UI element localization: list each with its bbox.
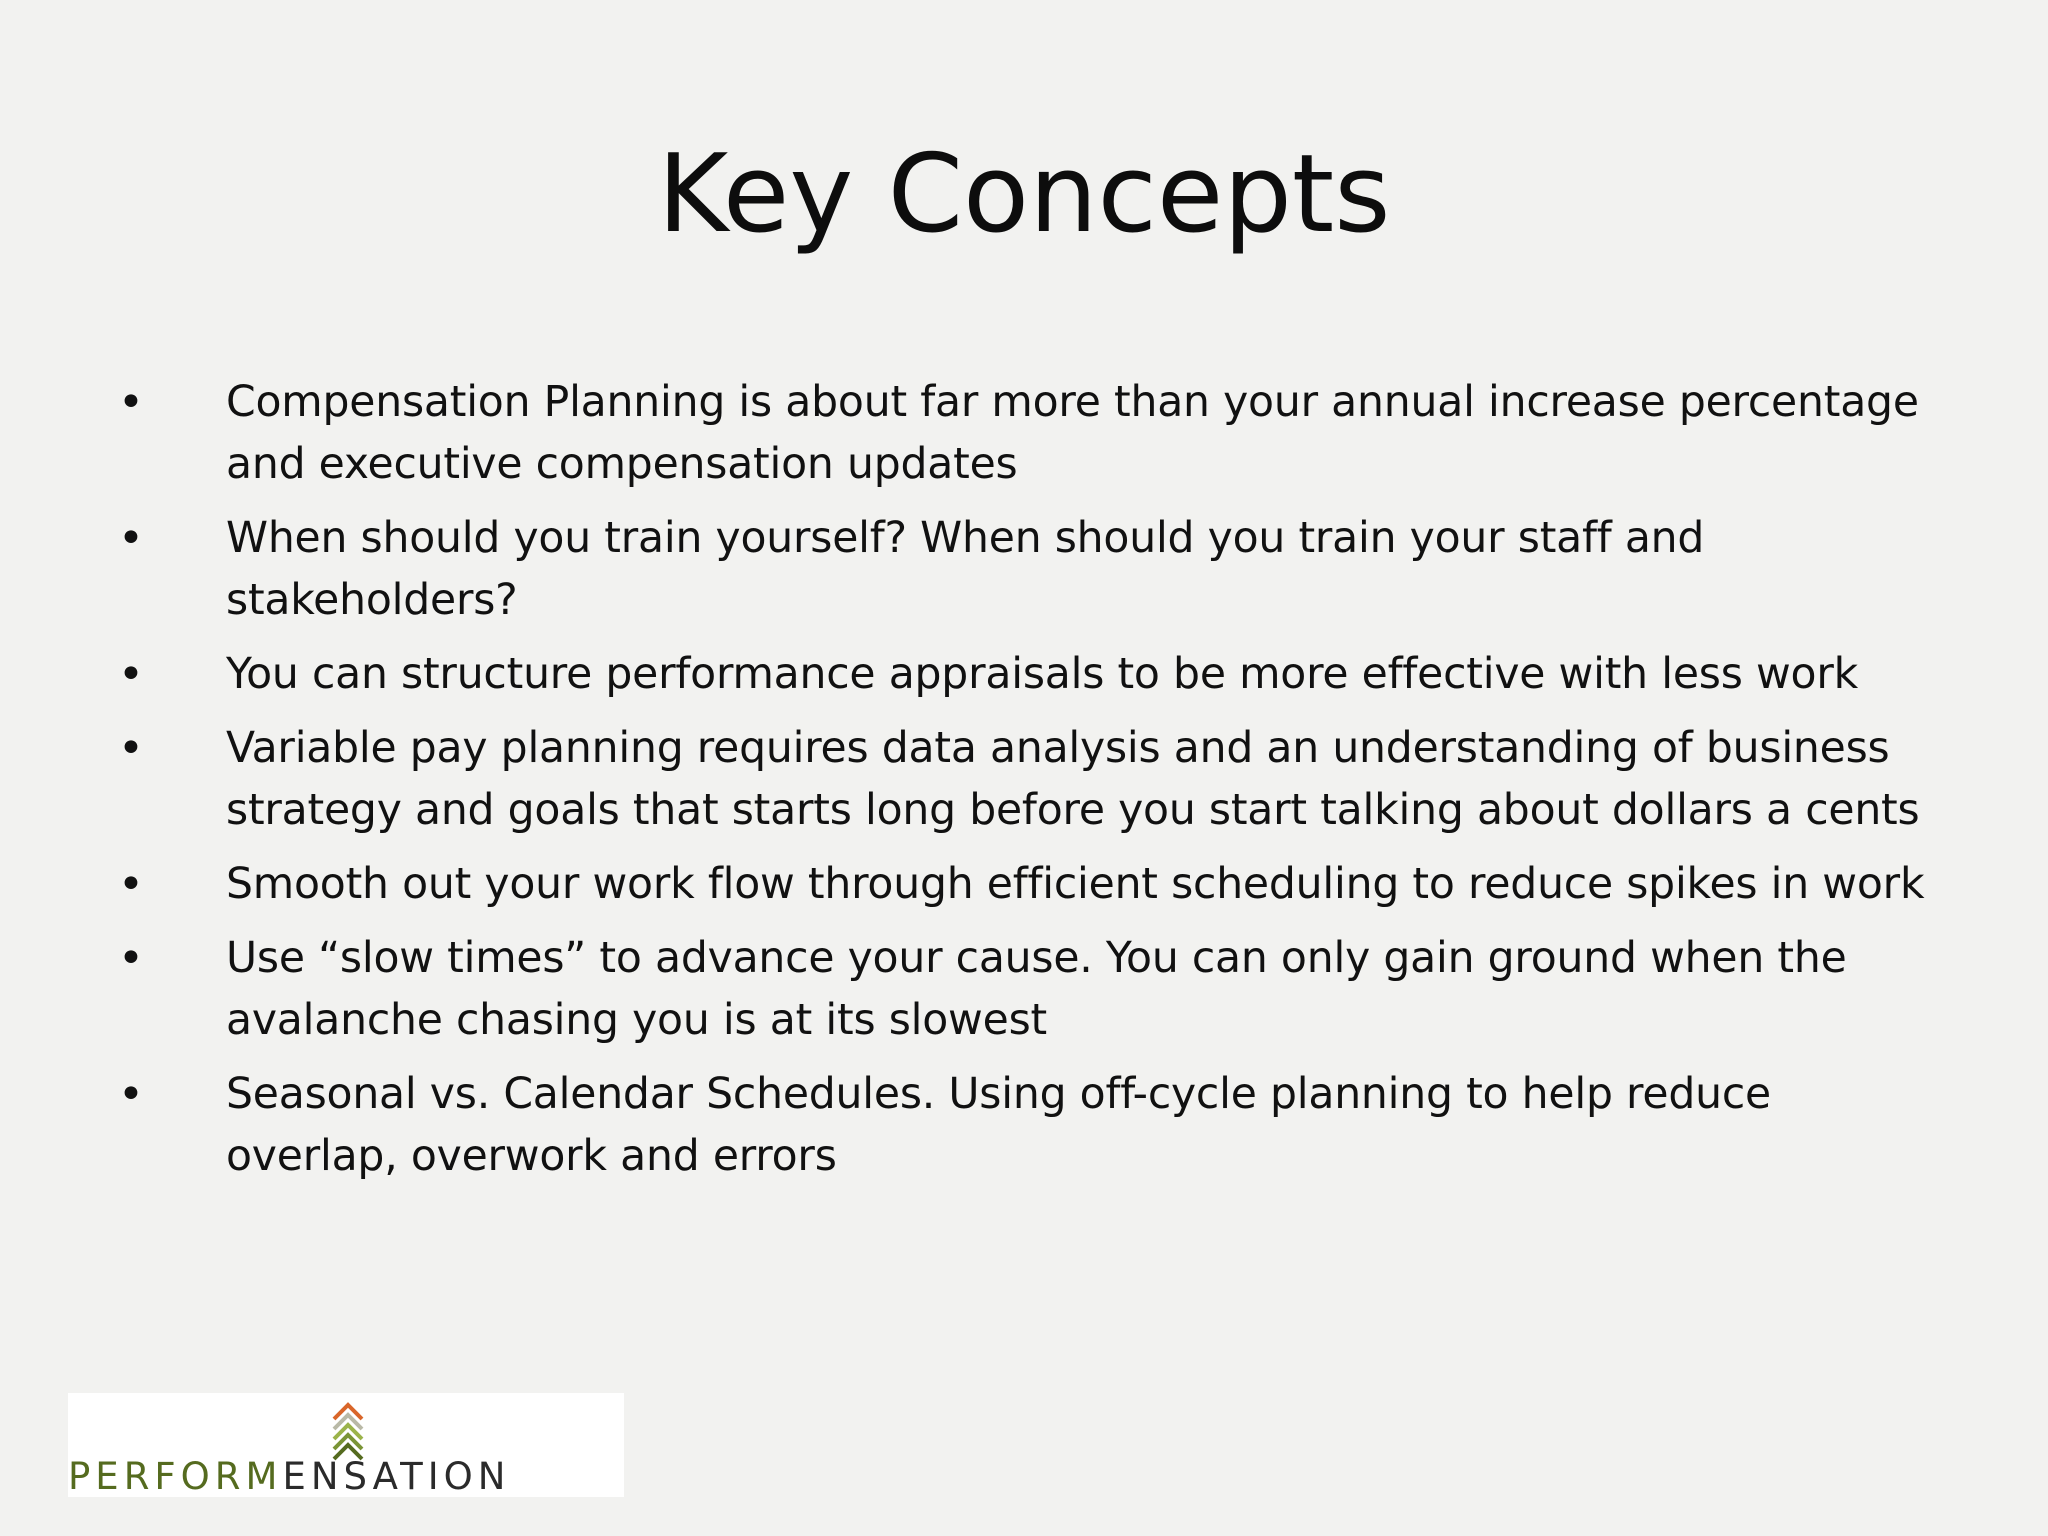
bullet-marker: • (118, 723, 144, 774)
bullet-marker: • (118, 377, 144, 428)
bullet-marker: • (118, 649, 144, 700)
bullet-text: Seasonal vs. Calendar Schedules. Using off-cycle planning to help reduce overlap, overwork and errors (226, 1070, 1771, 1181)
list-item (118, 644, 1948, 706)
list-item (118, 718, 1948, 842)
performensation-logo (68, 1393, 624, 1497)
bullet-text: Use “slow times” to advance your cause. You can only gain ground when the avalanche chasing you is at its slowest (226, 934, 1847, 1045)
bullet-marker: • (118, 1069, 144, 1120)
bullet-marker: • (118, 933, 144, 984)
list-item (118, 508, 1948, 632)
list-item (118, 928, 1948, 1052)
bullet-text: Compensation Planning is about far more than your annual increase percentage and executive compensation updates (226, 378, 1919, 489)
bullet-text: You can structure performance appraisals to be more effective with less work (226, 650, 1859, 699)
bullet-marker: • (118, 513, 144, 564)
logo-wordmark (68, 1457, 510, 1497)
list-item (118, 1064, 1948, 1188)
list-item (118, 854, 1948, 916)
logo-word-ensation: ENSATION (282, 1455, 511, 1498)
bullet-text: When should you train yourself? When should you train your staff and stakeholders? (226, 514, 1705, 625)
chevron-stack-icon (316, 1397, 380, 1461)
bullet-text: Smooth out your work flow through efficient scheduling to reduce spikes in work (226, 860, 1925, 909)
slide-title: Key Concepts (657, 132, 1391, 257)
logo-word-perform: PERFORM (68, 1455, 283, 1498)
bullet-marker: • (118, 859, 144, 910)
list-item (118, 372, 1948, 496)
bullet-list (118, 372, 1948, 1200)
bullet-text: Variable pay planning requires data analysis and an understanding of business strategy and goals that starts long before you start talking about dollars a cents (226, 724, 1920, 835)
